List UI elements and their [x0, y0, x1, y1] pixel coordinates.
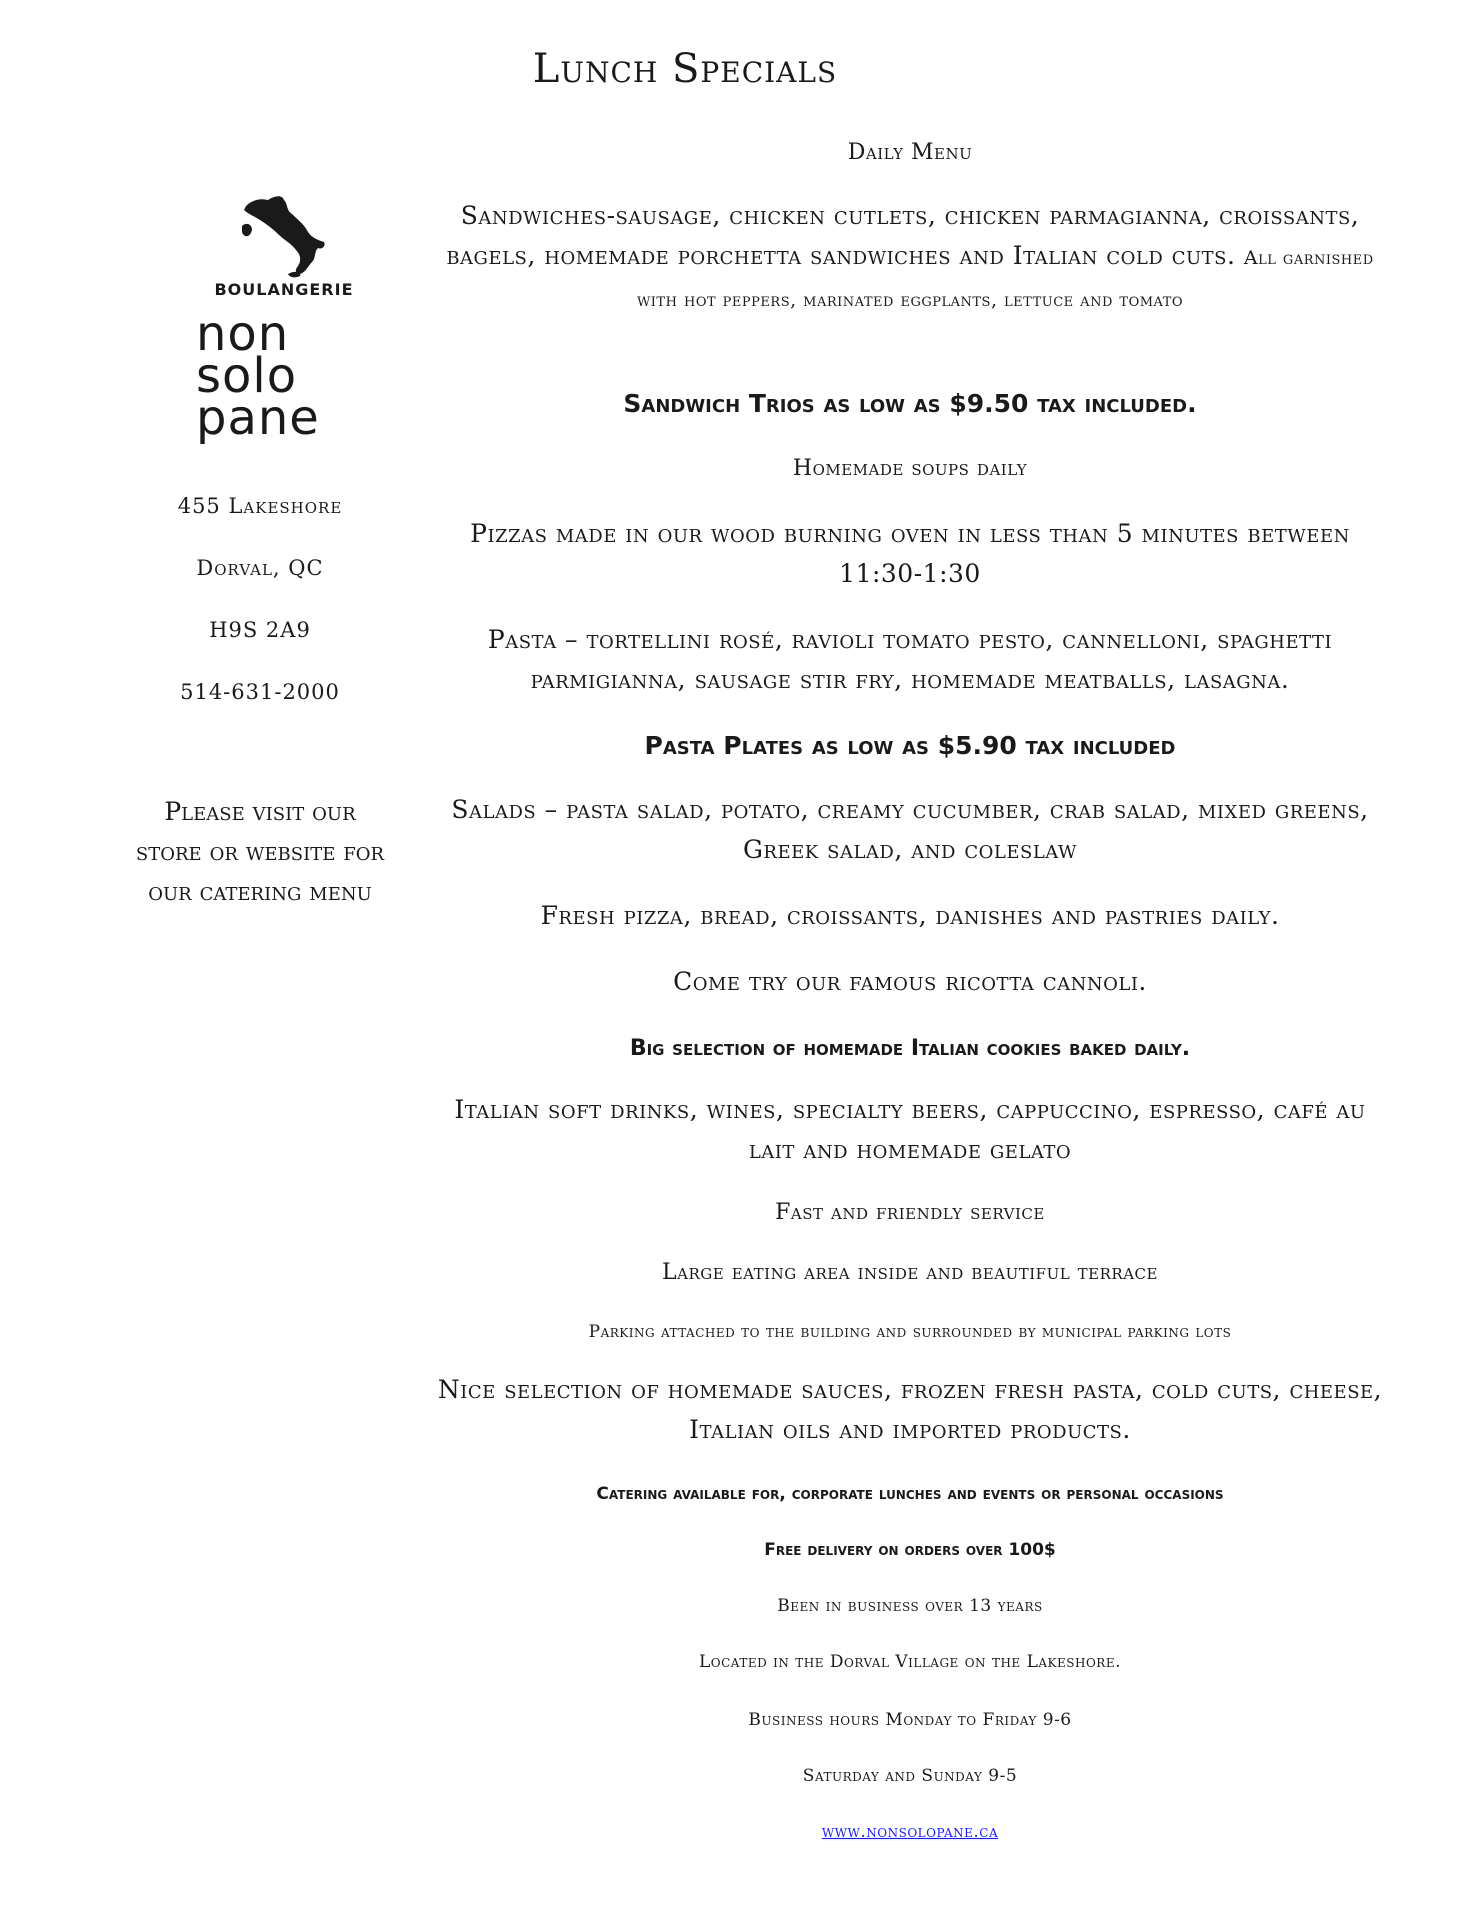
cannoli-item: Come try our famous ricotta cannoli. [673, 967, 1147, 996]
delivery-item: Free delivery on orders over 100$ [764, 1540, 1056, 1560]
sandwiches-garnish: All garnished with hot peppers, marinated eggplants, lettuce and tomato [636, 247, 1374, 311]
cookies-item: Big selection of homemade Italian cookies baked daily. [629, 1036, 1191, 1061]
soups-item: Homemade soups daily [792, 456, 1028, 481]
address-city: Dorval, QC [196, 556, 324, 580]
address-phone: 514-631-2000 [180, 680, 340, 704]
fresh-bakery-item: Fresh pizza, bread, croissants, danishes and pastries daily. [540, 901, 1280, 930]
logo-line-1: non [196, 306, 290, 362]
daily-menu-heading: Daily Menu [847, 140, 973, 165]
catering-menu-note: Please visit our store or website for our catering menu [135, 797, 385, 906]
sandwiches-item [440, 196, 1380, 320]
location-item: Located in the Dorval Village on the Lakeshore. [699, 1652, 1121, 1672]
italy-map-icon [238, 192, 328, 278]
page-title: Lunch Specials [532, 46, 838, 92]
eating-area-item: Large eating area inside and beautiful terrace [662, 1260, 1158, 1285]
logo-line-2: solo [196, 348, 298, 404]
logo-line-3: pane [196, 390, 320, 446]
pizzas-item: Pizzas made in our wood burning oven in less than 5 minutes between 11:30-1:30 [470, 519, 1350, 588]
weekday-hours-item: Business hours Monday to Friday 9-6 [748, 1710, 1072, 1730]
sandwiches-main: Sandwiches-sausage, chicken cutlets, chicken parmagianna, croissants, bagels, homemade porchetta sandwiches and Italian cold cuts. [446, 201, 1360, 270]
selection-item: Nice selection of homemade sauces, frozen fresh pasta, cold cuts, cheese, Italian oils and imported products. [437, 1375, 1383, 1444]
drinks-item: Italian soft drinks, wines, specialty beers, cappuccino, espresso, café au lait and homemade gelato [454, 1095, 1366, 1164]
pasta-plates-offer: Pasta Plates as low as $5.90 tax included [644, 731, 1176, 760]
weekend-hours-item: Saturday and Sunday 9-5 [802, 1766, 1018, 1786]
sandwich-trios-offer: Sandwich Trios as low as $9.50 tax included. [623, 389, 1197, 418]
pasta-item: Pasta – tortellini rosé, ravioli tomato pesto, cannelloni, spaghetti parmigianna, sausage stir fry, homemade meatballs, lasagna. [487, 625, 1333, 694]
address-street: 455 Lakeshore [177, 494, 343, 518]
website-link[interactable]: www.nonsolopane.ca [821, 1822, 999, 1842]
catering-item: Catering available for, corporate lunches and events or personal occasions [596, 1484, 1224, 1504]
salads-item: Salads – pasta salad, potato, creamy cucumber, crab salad, mixed greens, Greek salad, and coleslaw [451, 795, 1369, 864]
website-link-wrapper [430, 1820, 1390, 1844]
logo-boulangerie: BOULANGERIE [214, 280, 354, 299]
parking-item: Parking attached to the building and surrounded by municipal parking lots [588, 1322, 1232, 1342]
business-years-item: Been in business over 13 years [777, 1596, 1043, 1616]
service-item: Fast and friendly service [775, 1200, 1045, 1225]
address-postal: H9S 2A9 [209, 618, 311, 642]
brand-logo [196, 192, 372, 446]
